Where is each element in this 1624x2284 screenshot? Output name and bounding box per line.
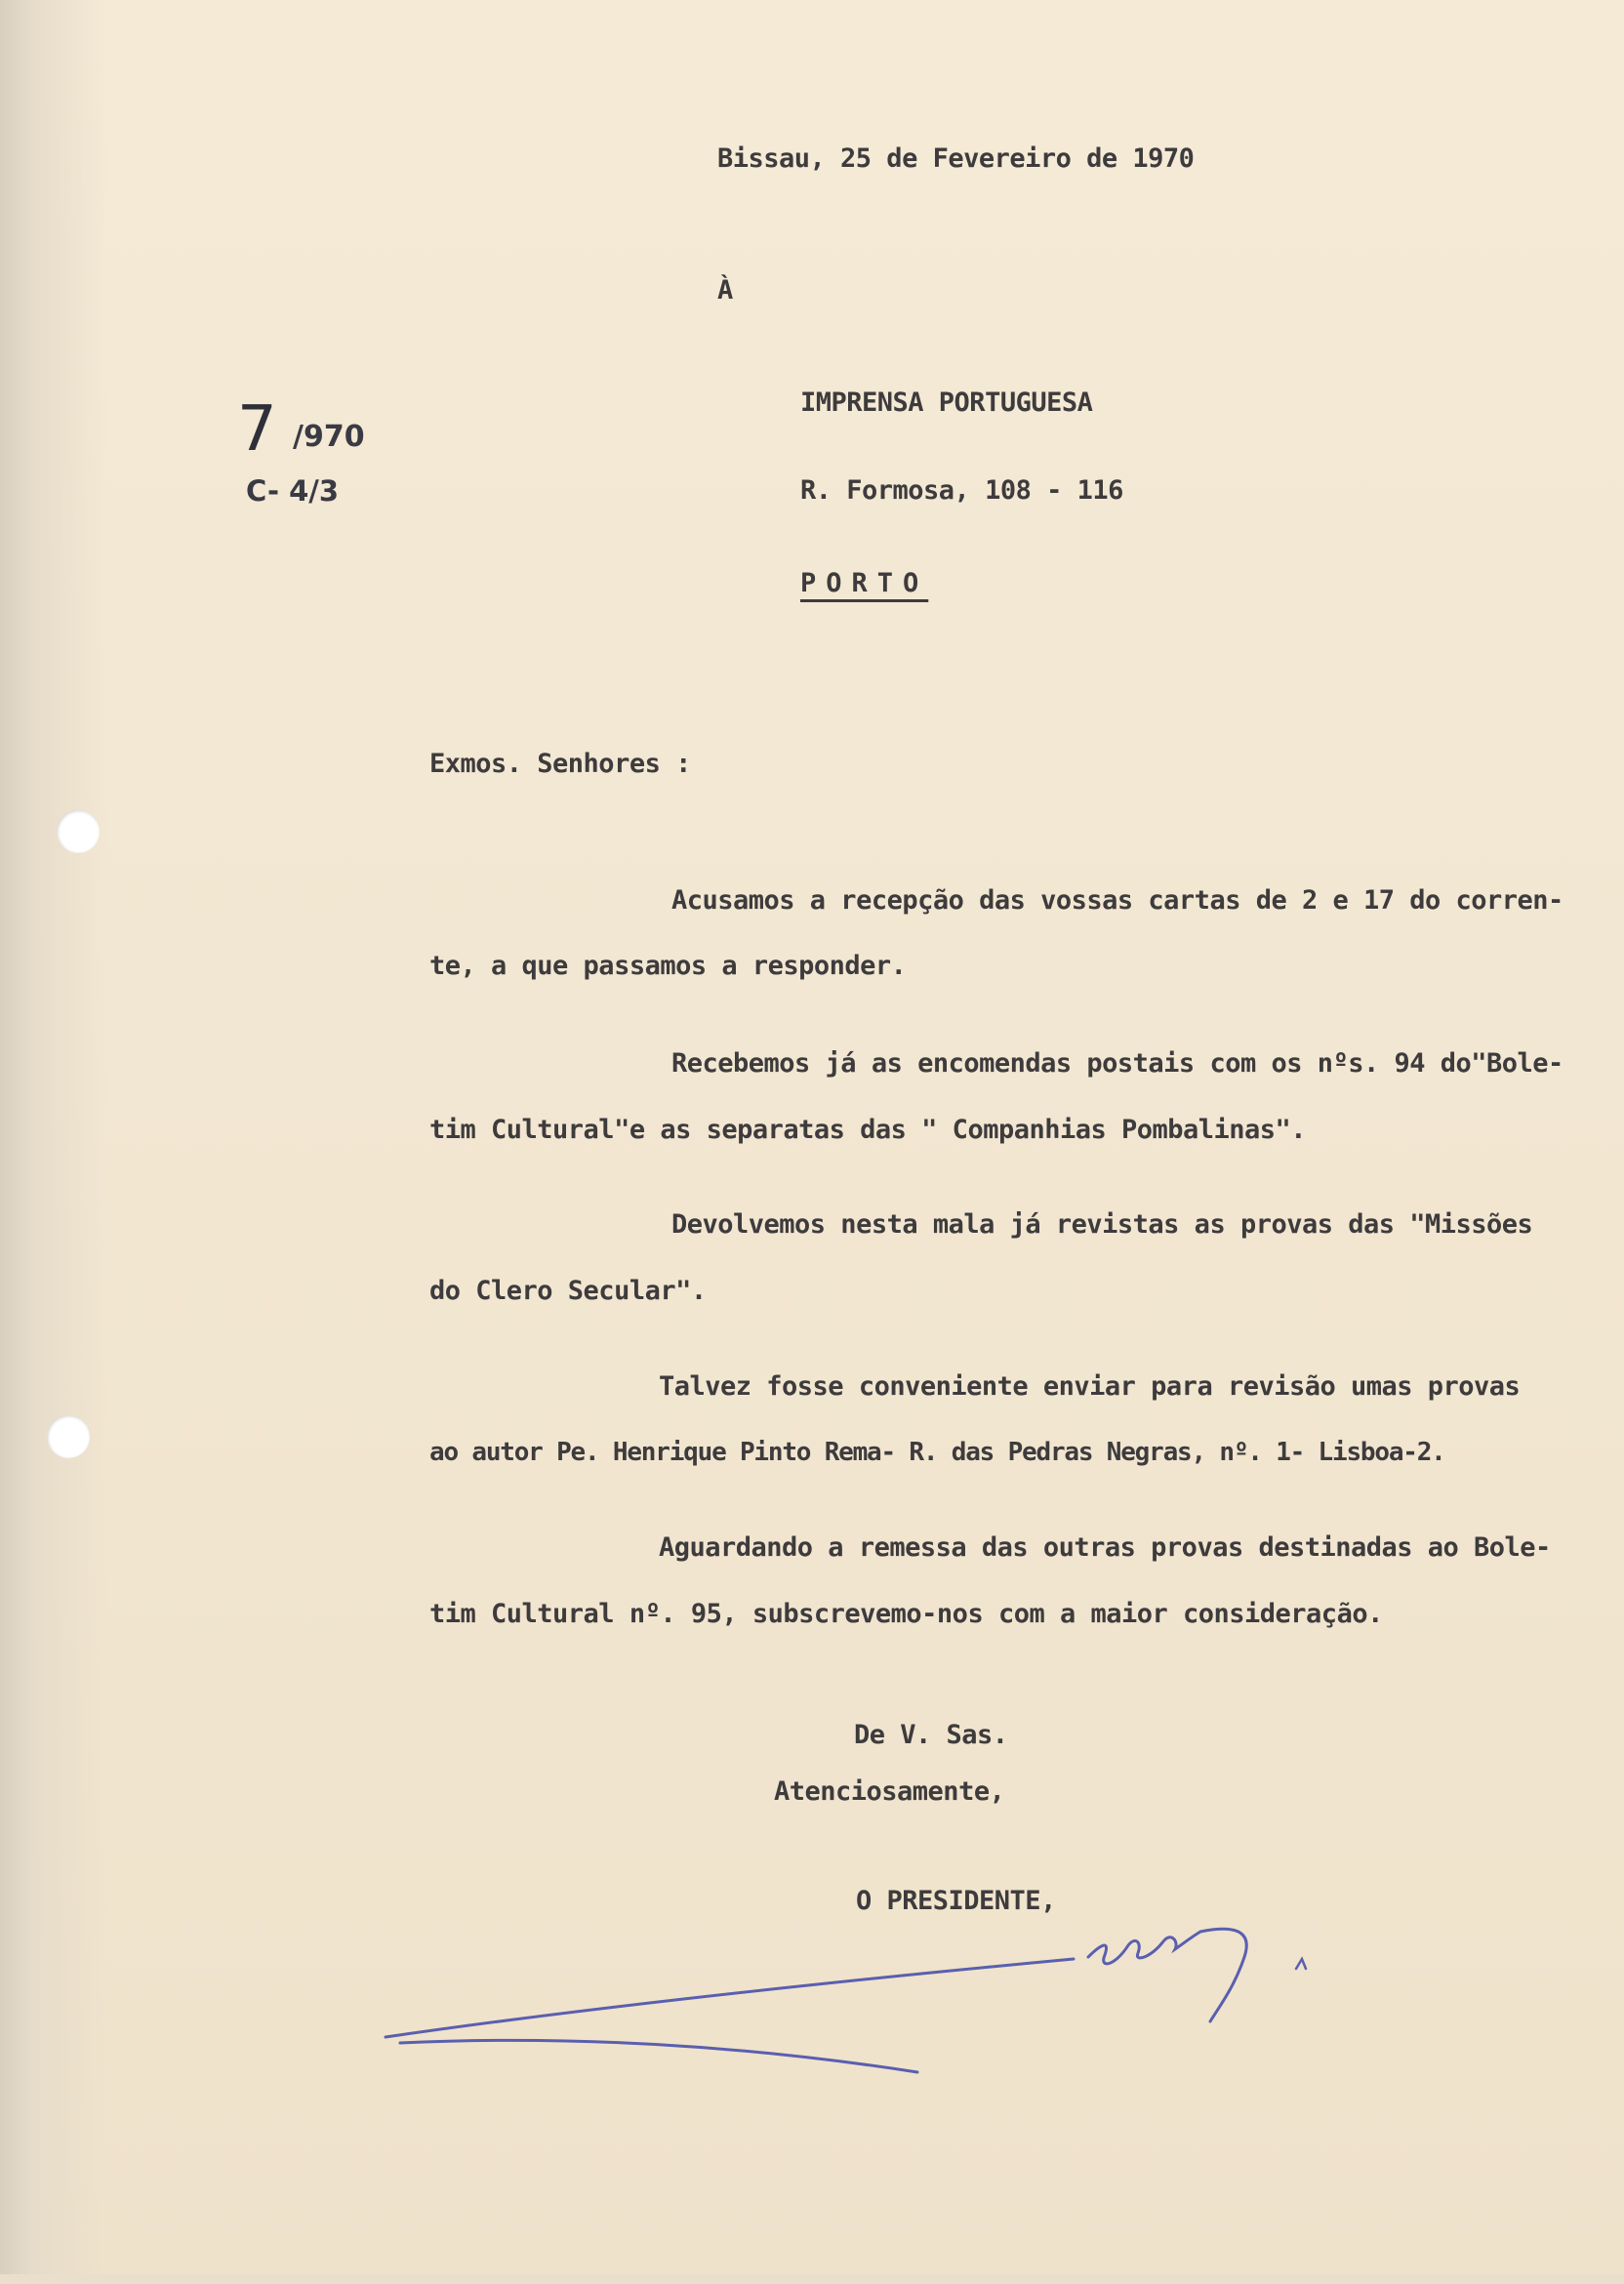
body-line-8: ao autor Pe. Henrique Pinto Rema- R. das Pedras Negras, nº. 1- Lisboa-2. xyxy=(429,1438,1445,1467)
addressee-street: R. Formosa, 108 - 116 xyxy=(800,475,1123,506)
addressee-name: IMPRENSA PORTUGUESA xyxy=(800,387,1093,418)
reference-number: 7 xyxy=(237,393,277,466)
reference-year: /970 xyxy=(293,420,365,454)
salutation: Exmos. Senhores : xyxy=(429,749,691,779)
date-line: Bissau, 25 de Fevereiro de 1970 xyxy=(717,143,1195,174)
body-line-4: tim Cultural"e as separatas das " Companhias Pombalinas". xyxy=(429,1115,1307,1145)
body-line-1: Acusamos a recepção das vossas cartas de 2 e 17 do corren- xyxy=(671,885,1563,916)
binder-hole-top xyxy=(57,810,100,853)
addressee-city: PORTO xyxy=(800,568,929,598)
body-line-9: Aguardando a remessa das outras provas destinadas ao Bole- xyxy=(659,1532,1551,1563)
body-line-10: tim Cultural nº. 95, subscrevemo-nos com a maior consideração. xyxy=(429,1599,1383,1629)
body-line-3: Recebemos já as encomendas postais com os nºs. 94 do"Bole- xyxy=(671,1048,1563,1079)
reference-code: C- 4/3 xyxy=(246,474,340,508)
page-edge-shading xyxy=(0,0,107,2284)
binder-hole-bottom xyxy=(47,1415,90,1458)
closing-line-2: Atenciosamente, xyxy=(774,1776,1005,1807)
body-line-5: Devolvemos nesta mala já revistas as provas das "Missões xyxy=(671,1209,1533,1240)
body-line-6: do Clero Secular". xyxy=(429,1276,707,1306)
page-bottom-edge xyxy=(0,2274,1624,2284)
signatory-title: O PRESIDENTE, xyxy=(856,1886,1056,1916)
body-line-7: Talvez fosse conveniente enviar para revisão umas provas xyxy=(659,1371,1521,1402)
body-line-2: te, a que passamos a responder. xyxy=(429,951,907,981)
handwritten-signature xyxy=(371,1898,1444,2084)
closing-line-1: De V. Sas. xyxy=(854,1720,1008,1750)
addressee-marker: À xyxy=(717,275,733,306)
